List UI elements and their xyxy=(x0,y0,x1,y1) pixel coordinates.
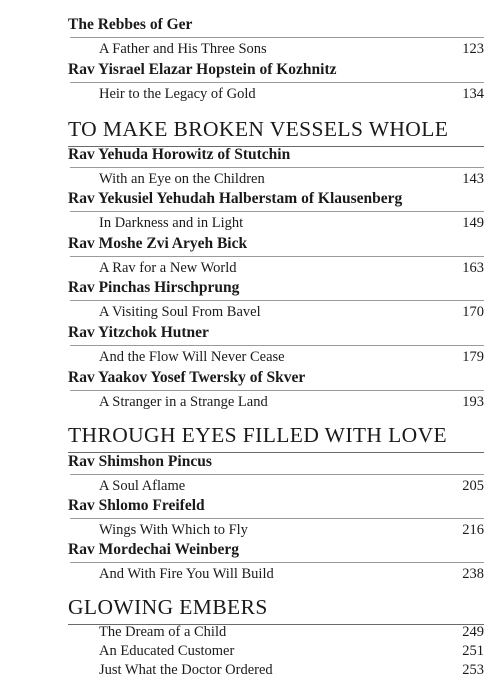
entry-name: Rav Yisrael Elazar Hopstein of Kozhnitz xyxy=(68,61,337,78)
entry-subtitle: A Stranger in a Strange Land xyxy=(99,394,268,410)
entry-subtitle: Wings With Which to Fly xyxy=(99,522,248,538)
section-heading xyxy=(68,117,484,147)
item-title: Just What the Doctor Ordered xyxy=(99,662,273,678)
entry-subtitle: A Rav for a New World xyxy=(99,260,237,276)
entry-page-number: 179 xyxy=(462,349,484,365)
entry-subtitle-row xyxy=(68,40,484,59)
entry-divider xyxy=(70,518,484,519)
toc-entry[interactable] xyxy=(68,541,484,584)
toc-entry[interactable] xyxy=(68,324,484,367)
entry-name: Rav Yekusiel Yehudah Halberstam of Klausenberg xyxy=(68,190,403,207)
entry-name: Rav Moshe Zvi Aryeh Bick xyxy=(68,235,248,252)
entry-name: Rav Mordechai Weinberg xyxy=(68,541,240,558)
entry-subtitle-row xyxy=(68,170,484,189)
entry-divider xyxy=(70,474,484,475)
entry-subtitle: And the Flow Will Never Cease xyxy=(99,349,285,365)
toc-entry[interactable] xyxy=(68,279,484,322)
item-page-number: 251 xyxy=(462,643,484,659)
entry-name: Rav Shimshon Pincus xyxy=(68,453,212,470)
item-page-number: 253 xyxy=(462,662,484,678)
toc-item[interactable] xyxy=(99,642,484,661)
toc-item[interactable] xyxy=(99,661,484,680)
entry-divider xyxy=(70,562,484,563)
entry-divider xyxy=(70,390,484,391)
entry-page-number: 163 xyxy=(462,260,484,276)
entry-subtitle-row xyxy=(68,214,484,233)
toc-entry[interactable] xyxy=(68,16,484,59)
item-page-number: 249 xyxy=(462,624,484,640)
entry-page-number: 216 xyxy=(462,522,484,538)
toc-item[interactable] xyxy=(99,623,484,642)
toc-entry[interactable] xyxy=(68,497,484,540)
entry-subtitle: And With Fire You Will Build xyxy=(99,566,274,582)
entry-name: Rav Yehuda Horowitz of Stutchin xyxy=(68,146,291,163)
entry-subtitle-row xyxy=(68,85,484,104)
entry-page-number: 205 xyxy=(462,478,484,494)
toc-entry[interactable] xyxy=(68,146,484,189)
section-title: GLOWING EMBERS xyxy=(68,595,268,619)
toc-entry[interactable] xyxy=(68,61,484,104)
toc-entry[interactable] xyxy=(68,190,484,233)
section-heading xyxy=(68,595,484,625)
entry-divider xyxy=(70,37,484,38)
entry-subtitle: Heir to the Legacy of Gold xyxy=(99,86,256,102)
section-title: TO MAKE BROKEN VESSELS WHOLE xyxy=(68,117,449,141)
entry-divider xyxy=(70,300,484,301)
entry-subtitle-row xyxy=(68,348,484,367)
entry-page-number: 134 xyxy=(462,86,484,102)
entry-divider xyxy=(70,345,484,346)
entry-name: Rav Yaakov Yosef Twersky of Skver xyxy=(68,369,306,386)
entry-subtitle-row xyxy=(68,565,484,584)
entry-page-number: 149 xyxy=(462,215,484,231)
entry-name: Rav Shlomo Freifeld xyxy=(68,497,205,514)
entry-page-number: 193 xyxy=(462,394,484,410)
toc-entry[interactable] xyxy=(68,235,484,278)
item-title: An Educated Customer xyxy=(99,643,235,659)
entry-subtitle: A Soul Aflame xyxy=(99,478,186,494)
entry-page-number: 123 xyxy=(462,41,484,57)
entry-name: The Rebbes of Ger xyxy=(68,16,193,33)
entry-subtitle-row xyxy=(68,393,484,412)
entry-divider xyxy=(70,167,484,168)
entry-page-number: 238 xyxy=(462,566,484,582)
entry-divider xyxy=(70,211,484,212)
section-title: THROUGH EYES FILLED WITH LOVE xyxy=(68,423,448,447)
entry-name: Rav Yitzchok Hutner xyxy=(68,324,209,341)
entry-page-number: 143 xyxy=(462,171,484,187)
toc-entry[interactable] xyxy=(68,453,484,496)
entry-subtitle: With an Eye on the Children xyxy=(99,171,265,187)
entry-subtitle: A Father and His Three Sons xyxy=(99,41,267,57)
entry-name: Rav Pinchas Hirschprung xyxy=(68,279,240,296)
entry-divider xyxy=(70,82,484,83)
item-title: The Dream of a Child xyxy=(99,624,227,640)
entry-subtitle-row xyxy=(68,477,484,496)
entry-subtitle-row xyxy=(68,521,484,540)
toc-entry[interactable] xyxy=(68,369,484,412)
section-heading xyxy=(68,423,484,453)
entry-divider xyxy=(70,256,484,257)
entry-subtitle: In Darkness and in Light xyxy=(99,215,244,231)
entry-subtitle-row xyxy=(68,303,484,322)
entry-page-number: 170 xyxy=(462,304,484,320)
entry-subtitle-row xyxy=(68,259,484,278)
entry-subtitle: A Visiting Soul From Bavel xyxy=(99,304,261,320)
